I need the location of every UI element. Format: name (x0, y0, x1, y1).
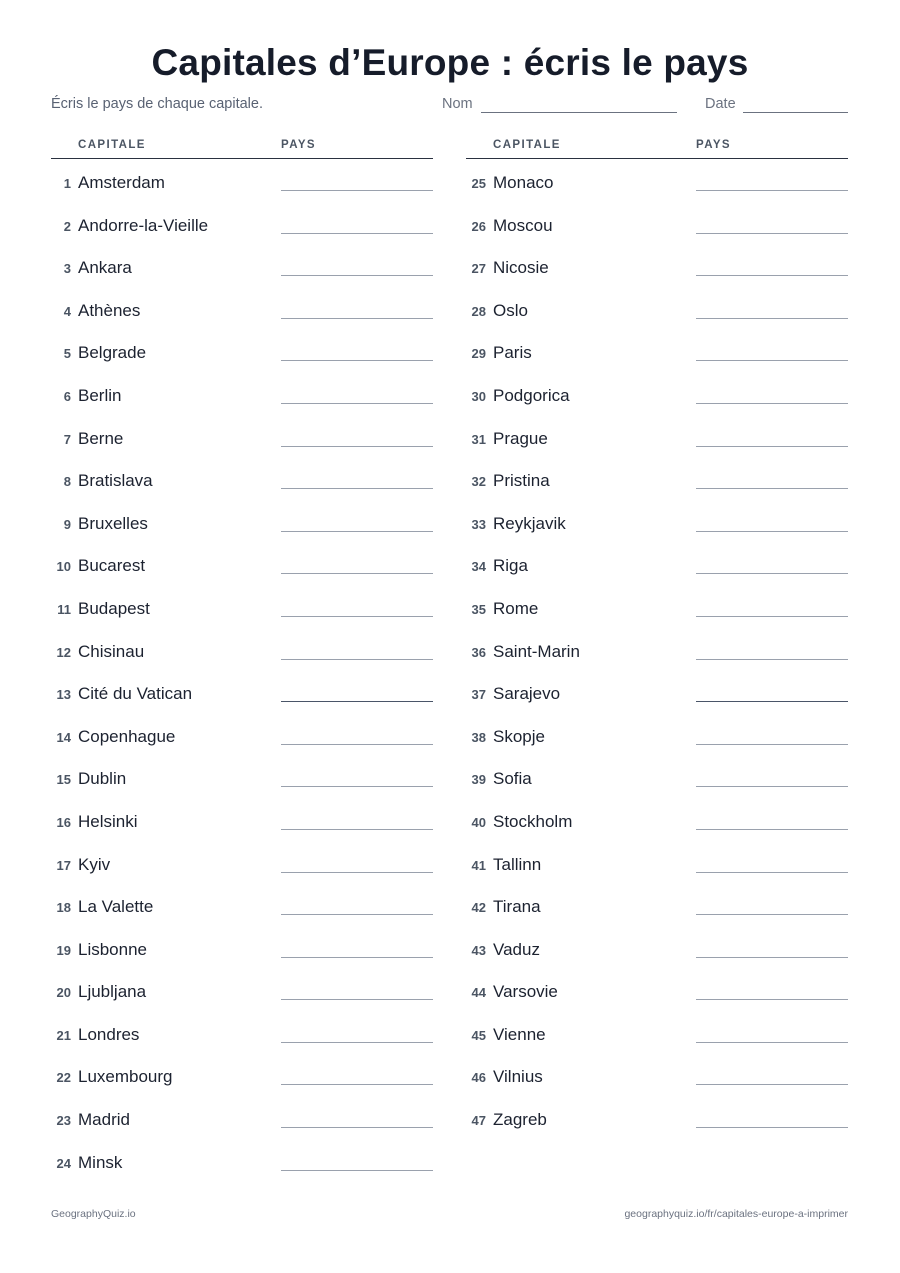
capital-name: Bruxelles (78, 513, 148, 533)
list-item (51, 159, 433, 202)
list-item (51, 287, 433, 330)
answer-line[interactable] (696, 446, 848, 447)
list-item (51, 1053, 433, 1096)
capital-name: Vienne (493, 1024, 546, 1044)
item-number: 5 (63, 346, 71, 362)
list-item (51, 798, 433, 841)
capital-name: Reykjavik (493, 513, 566, 533)
answer-line[interactable] (281, 957, 433, 958)
list-item (466, 500, 848, 543)
capital-name: Sofia (493, 769, 532, 789)
answer-line[interactable] (281, 616, 433, 617)
answer-line[interactable] (696, 957, 848, 958)
list-item (466, 415, 848, 458)
list-item (51, 755, 433, 798)
item-number: 25 (471, 176, 486, 191)
list-item (466, 202, 848, 245)
answer-line[interactable] (696, 360, 848, 361)
capital-name: Paris (493, 343, 532, 363)
list-item (466, 457, 848, 500)
item-number: 36 (471, 644, 486, 660)
item-number: 35 (471, 601, 486, 617)
capital-name: Cité du Vatican (78, 684, 193, 704)
list-item (466, 372, 848, 415)
capital-name: Prague (493, 428, 548, 448)
capital-name: Rome (493, 598, 539, 618)
capital-name: Helsinki (78, 811, 138, 831)
list-item (51, 372, 433, 415)
answer-line[interactable] (281, 914, 433, 915)
right-rows (466, 159, 848, 1139)
answer-line[interactable] (696, 1127, 848, 1128)
list-item (466, 542, 848, 585)
answer-line[interactable] (281, 573, 433, 574)
answer-line[interactable] (696, 914, 848, 915)
capital-name: Sarajevo (493, 684, 561, 704)
answer-line[interactable] (696, 616, 848, 617)
answer-line[interactable] (281, 531, 433, 532)
answer-line[interactable] (281, 488, 433, 489)
item-number: 17 (56, 857, 71, 873)
answer-line[interactable] (281, 1042, 433, 1043)
instructions: Écris le pays de chaque capitale. (51, 96, 263, 112)
answer-line[interactable] (281, 1170, 433, 1171)
capital-name: Copenhague (78, 726, 176, 746)
capital-name: Oslo (493, 300, 528, 320)
answer-line[interactable] (696, 872, 848, 873)
list-item (466, 670, 848, 713)
footer-brand: GeographyQuiz.io (51, 1208, 136, 1220)
answer-line[interactable] (696, 318, 848, 319)
answer-line[interactable] (281, 318, 433, 319)
capital-name: Andorre-la-Vieille (78, 215, 209, 235)
list-item (51, 1139, 433, 1182)
answer-line[interactable] (696, 531, 848, 532)
capital-name: Dublin (78, 769, 127, 789)
answer-line[interactable] (281, 786, 433, 787)
item-number: 26 (471, 218, 486, 234)
capital-name: Varsovie (493, 982, 558, 1002)
item-number: 30 (471, 388, 486, 404)
answer-line[interactable] (281, 1084, 433, 1085)
answer-line[interactable] (281, 275, 433, 276)
item-number: 31 (471, 431, 486, 447)
list-item (466, 159, 848, 202)
list-item (51, 883, 433, 926)
list-item (466, 1053, 848, 1096)
date-field[interactable] (743, 112, 848, 113)
capital-name: Pristina (493, 471, 550, 491)
capital-name: Lisbonne (78, 939, 148, 959)
answer-line[interactable] (696, 573, 848, 574)
header-pays: PAYS (696, 139, 732, 151)
header-capitale: CAPITALE (78, 139, 146, 151)
item-number: 23 (56, 1113, 71, 1129)
list-item (466, 628, 848, 671)
answer-line[interactable] (696, 1042, 848, 1043)
capital-name: Ankara (78, 258, 132, 278)
item-number: 6 (63, 388, 71, 404)
item-number: 20 (56, 985, 71, 1001)
page-title: Capitales d’Europe : écris le pays (151, 42, 749, 83)
list-item (466, 329, 848, 372)
header-pays: PAYS (281, 139, 317, 151)
list-item (51, 329, 433, 372)
list-item (466, 841, 848, 884)
item-number: 43 (471, 942, 486, 958)
column-header (51, 136, 433, 159)
right-column (466, 136, 848, 1139)
capital-name: Madrid (78, 1110, 130, 1130)
list-item (51, 415, 433, 458)
item-number: 16 (56, 814, 71, 830)
item-number: 27 (471, 261, 486, 277)
nom-field[interactable] (481, 112, 677, 113)
item-number: 32 (471, 474, 486, 490)
capital-name: La Valette (78, 897, 154, 917)
item-number: 2 (63, 218, 71, 234)
item-number: 4 (63, 303, 71, 319)
capital-name: Moscou (493, 215, 553, 235)
capital-name: Monaco (493, 173, 554, 192)
list-item (51, 202, 433, 245)
answer-line[interactable] (696, 190, 848, 191)
item-number: 29 (471, 346, 486, 362)
list-item (51, 1011, 433, 1054)
answer-line[interactable] (281, 701, 433, 702)
capital-name: Bucarest (78, 556, 146, 576)
answer-line[interactable] (281, 829, 433, 830)
item-number: 45 (471, 1027, 486, 1043)
item-number: 42 (471, 900, 486, 916)
capital-name: Berne (78, 428, 124, 448)
list-item (466, 585, 848, 628)
item-number: 47 (471, 1113, 486, 1129)
answer-line[interactable] (696, 403, 848, 404)
capital-name: Riga (493, 556, 528, 576)
item-number: 44 (471, 985, 486, 1001)
capital-name: Chisinau (78, 641, 145, 661)
list-item (466, 244, 848, 287)
item-number: 13 (56, 687, 71, 703)
nom-label: Nom (442, 96, 473, 112)
item-number: 34 (471, 559, 486, 575)
answer-line[interactable] (696, 488, 848, 489)
item-number: 40 (471, 814, 486, 830)
item-number: 28 (471, 303, 486, 319)
capital-name: Belgrade (78, 343, 147, 363)
item-number: 9 (63, 516, 71, 532)
item-number: 7 (63, 431, 71, 447)
item-number: 24 (56, 1155, 71, 1171)
answer-line[interactable] (281, 659, 433, 660)
answer-line[interactable] (696, 659, 848, 660)
column-header (466, 136, 848, 159)
capital-name: Bratislava (78, 471, 153, 491)
answer-line[interactable] (281, 872, 433, 873)
item-number: 39 (471, 772, 486, 788)
item-number: 15 (56, 772, 71, 788)
item-number: 10 (56, 559, 71, 575)
list-item (466, 713, 848, 756)
answer-line[interactable] (696, 1084, 848, 1085)
item-number: 38 (471, 729, 486, 745)
list-item (466, 883, 848, 926)
answer-line[interactable] (281, 403, 433, 404)
item-number: 11 (57, 601, 71, 617)
answer-line[interactable] (281, 360, 433, 361)
capital-name: Saint-Marin (493, 641, 580, 661)
capital-name: Skopje (493, 726, 545, 746)
capital-name: Stockholm (493, 811, 573, 831)
capital-name: Luxembourg (78, 1067, 173, 1087)
list-item (466, 968, 848, 1011)
capital-name: Nicosie (493, 258, 549, 278)
item-number: 8 (63, 474, 71, 490)
capital-name: Vaduz (493, 939, 540, 959)
answer-line[interactable] (281, 190, 433, 191)
answer-line[interactable] (281, 233, 433, 234)
answer-line[interactable] (696, 999, 848, 1000)
answer-line[interactable] (281, 446, 433, 447)
answer-line[interactable] (281, 744, 433, 745)
answer-line[interactable] (696, 744, 848, 745)
capital-name: Zagreb (493, 1110, 547, 1130)
date-label: Date (705, 96, 736, 112)
list-item (51, 585, 433, 628)
list-item (466, 287, 848, 330)
list-item (51, 968, 433, 1011)
capital-name: Minsk (78, 1152, 123, 1172)
answer-line[interactable] (696, 275, 848, 276)
item-number: 12 (56, 644, 71, 660)
answer-line[interactable] (281, 1127, 433, 1128)
answer-line[interactable] (696, 786, 848, 787)
list-item (466, 798, 848, 841)
list-item (51, 1096, 433, 1139)
list-item (51, 457, 433, 500)
list-item (51, 500, 433, 543)
item-number: 46 (471, 1070, 486, 1086)
list-item (466, 1011, 848, 1054)
item-number: 21 (56, 1027, 71, 1043)
item-number: 1 (63, 176, 71, 191)
capital-name: Vilnius (493, 1067, 543, 1087)
item-number: 33 (471, 516, 486, 532)
list-item (51, 713, 433, 756)
list-item (51, 542, 433, 585)
item-number: 18 (56, 900, 71, 916)
item-number: 37 (471, 687, 486, 703)
header-capitale: CAPITALE (493, 139, 561, 151)
capital-name: Podgorica (493, 385, 570, 405)
list-item (466, 755, 848, 798)
item-number: 19 (56, 942, 71, 958)
item-number: 3 (63, 261, 71, 277)
answer-line[interactable] (696, 701, 848, 702)
list-item (466, 926, 848, 969)
footer-url: geographyquiz.io/fr/capitales-europe-a-imprimer (624, 1208, 848, 1220)
capital-name: Londres (78, 1024, 140, 1044)
capital-name: Amsterdam (78, 173, 165, 192)
list-item (51, 628, 433, 671)
list-item (51, 244, 433, 287)
capital-name: Tallinn (493, 854, 542, 874)
capital-name: Ljubljana (78, 982, 147, 1002)
item-number: 22 (56, 1070, 71, 1086)
list-item (466, 1096, 848, 1139)
item-number: 41 (471, 857, 486, 873)
capital-name: Kyiv (78, 854, 111, 874)
list-item (51, 926, 433, 969)
list-item (51, 670, 433, 713)
capital-name: Tirana (493, 897, 541, 917)
answer-line[interactable] (281, 999, 433, 1000)
left-rows (51, 159, 433, 1181)
answer-line[interactable] (696, 829, 848, 830)
left-column (51, 136, 433, 1181)
capital-name: Budapest (78, 598, 150, 618)
capital-name: Berlin (78, 385, 122, 405)
item-number: 14 (56, 729, 71, 745)
list-item (51, 841, 433, 884)
capital-name: Athènes (78, 300, 141, 320)
answer-line[interactable] (696, 233, 848, 234)
